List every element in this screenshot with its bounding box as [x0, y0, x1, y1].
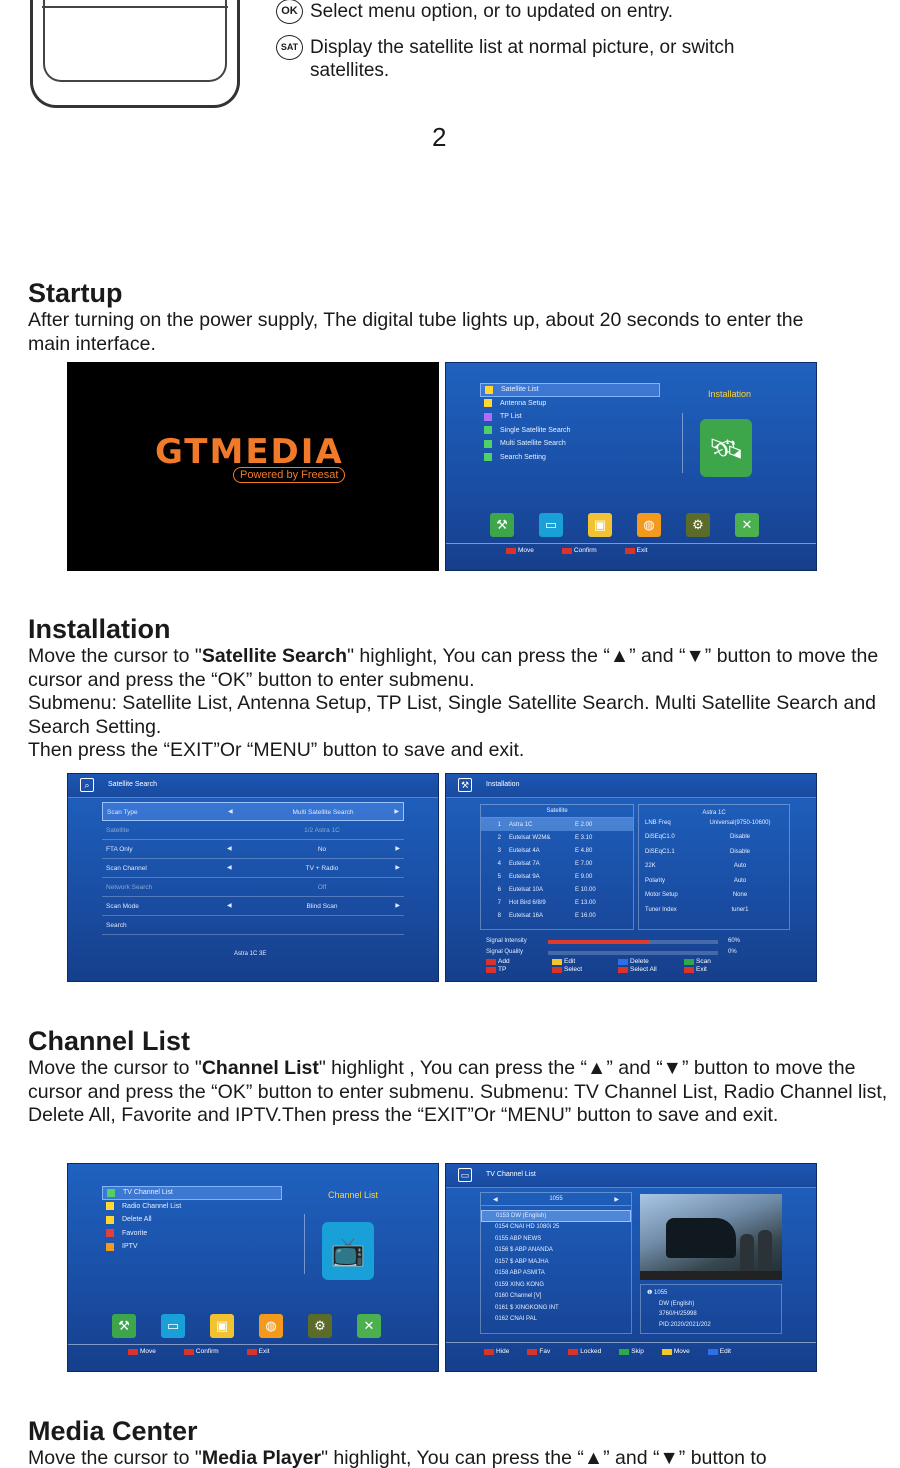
setting-row[interactable]: Scan Mode ◀ Blind Scan ▶ — [102, 897, 404, 916]
channel-row[interactable]: 0153 DW (English) — [481, 1210, 631, 1222]
signal-quality-value: 0% — [728, 949, 737, 955]
table-row[interactable]: 7 Hot Bird 6/8/9 E 13.00 — [497, 899, 596, 906]
menu-item[interactable]: Search Setting — [480, 451, 660, 465]
group-selector[interactable]: ◀ 1055 ▶ — [481, 1193, 631, 1206]
setting-row[interactable]: Scan Channel ◀ TV + Radio ▶ — [102, 859, 404, 878]
network-icon[interactable]: ◍ — [637, 513, 661, 537]
config-row[interactable]: Tuner Index tuner1 — [645, 906, 749, 913]
signal-intensity-value: 60% — [728, 938, 741, 944]
menu-title: Installation — [708, 389, 752, 399]
table-row[interactable]: 3 Eutelsat 4A E 4.80 — [497, 847, 593, 854]
media-icon[interactable]: ▣ — [210, 1314, 234, 1338]
channel-row[interactable]: 0159 XING KONG — [495, 1281, 545, 1288]
installation-text: Move the cursor to "Satellite Search" highlight, You can press the “▲” and “▼” button to move the cursor and press the “OK” button to enter submenu. Submenu: Satellite List, Antenna Setup, TP List, Single Satellite Search. Multi Satellite Search and Search Setting. Then press the “EXIT”Or “MENU” button to save and exit. — [28, 645, 879, 762]
config-row[interactable]: 22K Auto — [645, 863, 747, 869]
key-desc-sat — [276, 36, 836, 82]
key-desc-ok — [276, 0, 836, 24]
satellite-search-screen — [67, 773, 439, 982]
settings-gear-icon[interactable]: ⚙ — [686, 513, 710, 537]
key-desc-text: Display the satellite list at normal picture, or switch satellites. — [310, 37, 735, 81]
footer-hints: Add Edit Delete Scan TP Select Select All Exit — [486, 958, 786, 973]
channel-row[interactable]: 0158 ABP ASMITA — [495, 1270, 545, 1277]
menu-item[interactable]: IPTV — [102, 1240, 282, 1254]
logo-subtitle: Powered by Freesat — [233, 467, 345, 483]
installation-icon[interactable]: ⚒ — [490, 513, 514, 537]
channel-list-text: Move the cursor to "Channel List" highlight , You can press the “▲” and “▼” button to move the cursor and press the “OK” button to enter submenu. Submenu: TV Channel List, Radio Channel list, Delete All, Favorite and IPTV.Then press the “EXIT”Or “MENU” button to save and exit. — [28, 1057, 888, 1127]
tv-channel-list-screen — [445, 1163, 817, 1372]
channel-row[interactable]: 0156 $ ABP ANANDA — [495, 1247, 553, 1254]
channel-row[interactable]: 0160 Channel [V] — [495, 1293, 542, 1300]
config-row[interactable]: LNB Freq Universal(9750-10600) — [645, 819, 771, 826]
signal-quality-label: Signal Quality — [486, 949, 524, 955]
section-heading-startup: Startup — [28, 278, 123, 308]
sat-key-icon: SAT — [276, 35, 303, 60]
page-number: 2 — [432, 122, 447, 152]
network-icon[interactable]: ◍ — [259, 1314, 283, 1338]
menu-item[interactable]: Satellite List — [480, 383, 660, 397]
satellite-table — [480, 804, 634, 930]
main-menu-icons — [490, 513, 759, 537]
setting-row[interactable]: Network Search Off — [102, 878, 404, 897]
satellite-config — [638, 804, 790, 930]
section-heading-channel-list: Channel List — [28, 1026, 191, 1056]
search-button[interactable]: Search — [102, 916, 404, 935]
signal-intensity-bar — [548, 940, 718, 944]
channel-menu — [102, 1186, 282, 1254]
table-header: Satellite — [481, 805, 633, 818]
installation-menu-screen — [445, 362, 817, 571]
tools-icon[interactable]: ✕ — [357, 1314, 381, 1338]
tv-icon[interactable]: ▭ — [539, 513, 563, 537]
installation-menu — [480, 383, 660, 464]
current-satellite: Astra 1C 3E — [234, 951, 267, 957]
screen-title: Satellite Search — [108, 781, 158, 788]
section-heading-installation: Installation — [28, 614, 171, 644]
key-desc-text: Select menu option, or to updated on entry. — [310, 1, 673, 22]
menu-item[interactable]: TV Channel List — [102, 1186, 282, 1200]
footer-hints: Hide Fav Locked Skip Move Edit — [484, 1348, 731, 1355]
menu-item[interactable]: Multi Satellite Search — [480, 437, 660, 451]
remote-illustration — [30, 0, 240, 108]
section-heading-media-center: Media Center — [28, 1416, 198, 1446]
channel-table — [480, 1192, 632, 1334]
menu-item[interactable]: TP List — [480, 410, 660, 424]
startup-text: After turning on the power supply, The digital tube lights up, about 20 seconds to enter the main interface. — [28, 309, 804, 355]
footer-hints: Move Confirm Exit — [506, 547, 648, 554]
config-title: Astra 1C — [702, 810, 726, 816]
channel-row[interactable]: 0157 $ ABP MAJHA — [495, 1258, 549, 1265]
tools-icon[interactable]: ✕ — [735, 513, 759, 537]
setting-row[interactable]: Scan Type ◀ Multi Satellite Search ▶ — [102, 802, 404, 821]
setting-row[interactable]: Satellite 1/2 Astra 1C — [102, 821, 404, 840]
menu-item[interactable]: Radio Channel List — [102, 1200, 282, 1214]
menu-item[interactable]: Favorite — [102, 1227, 282, 1241]
table-row[interactable]: 4 Eutelsat 7A E 7.00 — [497, 860, 593, 867]
table-row[interactable]: 8 Eutelsat 16A E 16.00 — [497, 912, 596, 919]
setting-row[interactable]: FTA Only ◀ No ▶ — [102, 840, 404, 859]
video-preview — [640, 1194, 782, 1280]
table-row[interactable]: 2 Eutelsat W2M& E 3.10 — [497, 834, 593, 841]
channel-info: ❶ 1055 DW (English) 3760/H/25998 PID:2020/2021/202 — [640, 1284, 782, 1334]
menu-item[interactable]: Delete All — [102, 1213, 282, 1227]
boot-screen — [67, 362, 439, 571]
signal-intensity-label: Signal Intensity — [486, 938, 527, 944]
menu-item[interactable]: Antenna Setup — [480, 397, 660, 411]
channel-row[interactable]: 0155 ABP NEWS — [495, 1235, 542, 1242]
settings-gear-icon[interactable]: ⚙ — [308, 1314, 332, 1338]
installation-icon: ⚒ — [458, 778, 472, 792]
config-row[interactable]: DiSEqC1.1 Disable — [645, 848, 750, 855]
screen-title: Installation — [486, 781, 520, 788]
menu-item[interactable]: Single Satellite Search — [480, 424, 660, 438]
tv-icon[interactable]: ▭ — [161, 1314, 185, 1338]
channel-row[interactable]: 0162 CNAI PAL — [495, 1316, 537, 1323]
table-row[interactable]: 1 Astra 1C E 2.00 — [481, 818, 633, 831]
ok-key-icon: OK — [276, 0, 303, 24]
screen-title: TV Channel List — [486, 1171, 536, 1178]
search-icon: ⌕ — [80, 778, 94, 792]
satellite-list-screen — [445, 773, 817, 982]
channel-row[interactable]: 0154 CNAI HD 1080i 25 — [495, 1224, 560, 1231]
config-row[interactable]: DiSEqC1.0 Disable — [645, 834, 750, 840]
tv-icon: 📺 — [322, 1222, 374, 1280]
satellite-icon: 🛰 — [700, 419, 752, 477]
main-menu-icons — [112, 1314, 381, 1338]
channel-row[interactable]: 0161 $ XINGKONG INT — [495, 1304, 559, 1311]
table-row[interactable]: 6 Eutelsat 10A E 10.00 — [497, 886, 596, 893]
installation-icon[interactable]: ⚒ — [112, 1314, 136, 1338]
menu-title: Channel List — [328, 1190, 379, 1200]
signal-quality-bar — [548, 951, 718, 955]
info-icon: ❶ 1055 — [647, 1290, 668, 1296]
config-row[interactable]: Polarity Auto — [645, 877, 747, 884]
gtmedia-logo: GTMEDIA — [155, 432, 344, 472]
media-icon[interactable]: ▣ — [588, 513, 612, 537]
tv-icon: ▭ — [458, 1168, 472, 1182]
config-row[interactable]: Motor Setup None — [645, 892, 748, 898]
footer-hints: Move Confirm Exit — [128, 1348, 270, 1355]
channel-list-menu-screen — [67, 1163, 439, 1372]
media-center-text: Move the cursor to "Media Player" highlight, You can press the “▲” and “▼” button to — [28, 1447, 767, 1468]
table-row[interactable]: 5 Eutelsat 9A E 9.00 — [497, 873, 593, 880]
